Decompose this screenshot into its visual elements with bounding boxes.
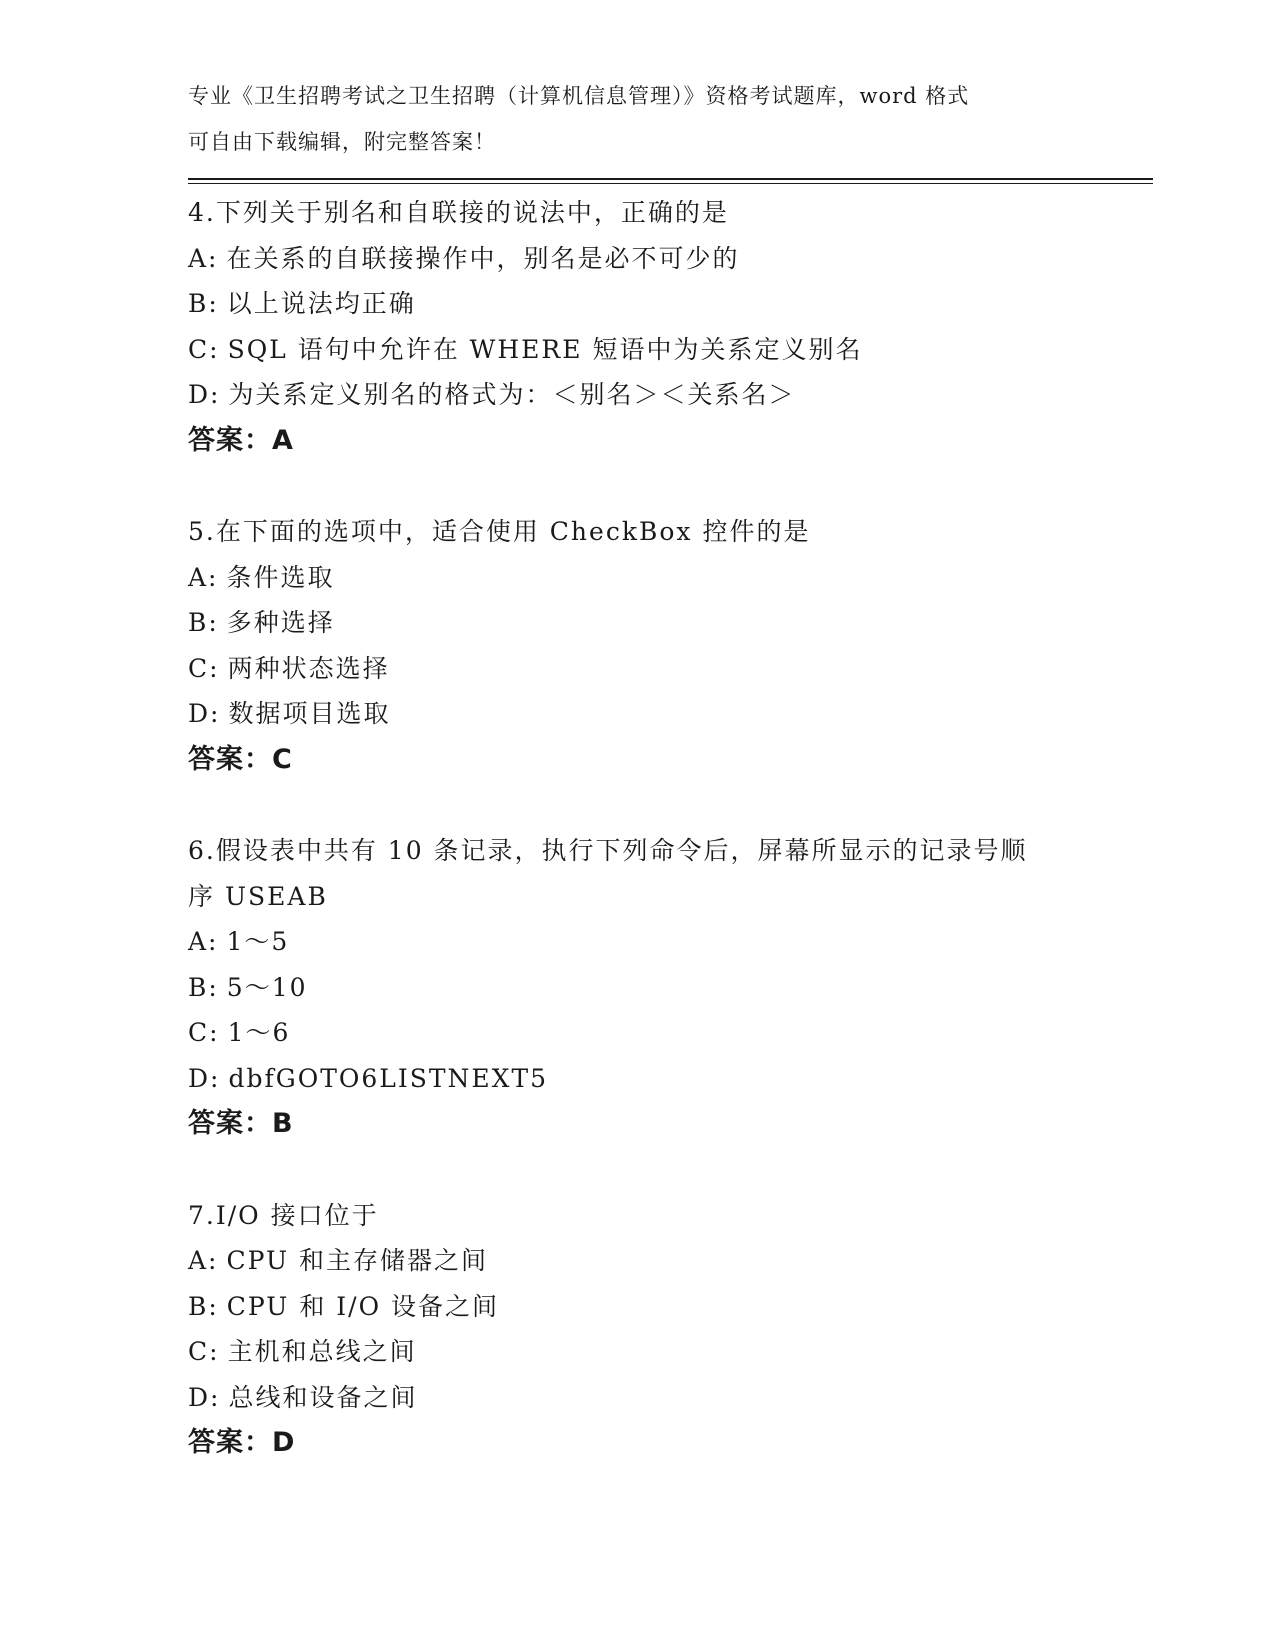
option-letter: C: xyxy=(188,1018,220,1047)
option-text: 1～5 xyxy=(226,927,290,956)
option-b xyxy=(188,965,1088,1011)
option-text: dbfGOTO6LISTNEXT5 xyxy=(228,1063,549,1093)
option-d xyxy=(188,372,1088,418)
option-letter: C: xyxy=(188,1337,220,1366)
question-6 xyxy=(188,828,1088,1147)
option-letter: A: xyxy=(188,562,219,592)
option-letter: D: xyxy=(188,1063,221,1093)
option-letter: A: xyxy=(188,1246,219,1275)
option-letter: B: xyxy=(188,608,219,637)
option-text: 总线和设备之间 xyxy=(228,1382,418,1412)
option-letter: B: xyxy=(188,972,219,1002)
header-line-1: 专业《卫生招聘考试之卫生招聘（计算机信息管理）》资格考试题库，word 格式 xyxy=(188,84,970,108)
option-a xyxy=(188,1238,1088,1284)
option-c xyxy=(188,1010,1088,1056)
option-d xyxy=(188,1375,1088,1421)
option-text: 1～6 xyxy=(227,1018,291,1047)
question-stem: 5.在下面的选项中，适合使用 CheckBox 控件的是 xyxy=(188,517,811,546)
question-list xyxy=(188,190,1088,1512)
option-text: 数据项目选取 xyxy=(228,699,391,728)
option-letter: D: xyxy=(188,1382,221,1412)
option-a xyxy=(188,919,1088,965)
question-stem: 7.I/O 接口位于 xyxy=(188,1200,379,1230)
option-letter: D: xyxy=(188,380,221,409)
option-letter: B: xyxy=(188,1291,219,1321)
question-4 xyxy=(188,190,1088,463)
option-text: 多种选择 xyxy=(226,608,335,637)
document-header xyxy=(188,74,1068,165)
option-text: 5～10 xyxy=(226,972,308,1002)
option-text: 条件选取 xyxy=(226,562,335,592)
question-stem: 4.下列关于别名和自联接的说法中，正确的是 xyxy=(188,198,729,227)
option-a xyxy=(188,236,1088,282)
option-text: 两种状态选择 xyxy=(227,653,390,683)
option-a xyxy=(188,555,1088,601)
option-c xyxy=(188,1329,1088,1375)
option-text: 主机和总线之间 xyxy=(227,1337,417,1366)
option-c xyxy=(188,327,1088,373)
option-d xyxy=(188,1056,1088,1102)
option-letter: A: xyxy=(188,927,219,956)
option-c xyxy=(188,646,1088,692)
option-letter: C: xyxy=(188,334,220,364)
option-b xyxy=(188,1284,1088,1330)
question-7 xyxy=(188,1193,1088,1466)
header-line-2: 可自由下载编辑，附完整答案！ xyxy=(188,129,496,154)
question-stem: 6.假设表中共有 10 条记录，执行下列命令后，屏幕所显示的记录号顺 xyxy=(188,836,1028,865)
option-text: 为关系定义别名的格式为：＜别名＞＜关系名＞ xyxy=(228,380,796,409)
option-text: SQL 语句中允许在 WHERE 短语中为关系定义别名 xyxy=(227,334,863,364)
option-d xyxy=(188,691,1088,737)
option-letter: B: xyxy=(188,289,219,318)
question-stem-continued: 序 USEAB xyxy=(188,881,328,911)
header-divider-thick xyxy=(188,178,1153,180)
header-divider-thin xyxy=(188,183,1153,184)
option-text: 以上说法均正确 xyxy=(226,289,416,318)
option-letter: A: xyxy=(188,243,219,273)
answer-label: 答案：B xyxy=(188,1108,294,1139)
option-letter: C: xyxy=(188,653,220,683)
answer-label: 答案：A xyxy=(188,424,294,456)
answer-label: 答案：D xyxy=(188,1427,296,1458)
option-letter: D: xyxy=(188,699,221,728)
question-5 xyxy=(188,509,1088,782)
option-text: 在关系的自联接操作中，别名是必不可少的 xyxy=(226,243,740,273)
option-b xyxy=(188,600,1088,646)
option-text: CPU 和 I/O 设备之间 xyxy=(226,1291,500,1321)
option-text: CPU 和主存储器之间 xyxy=(226,1246,489,1275)
answer-label: 答案：C xyxy=(188,743,293,775)
option-b xyxy=(188,281,1088,327)
